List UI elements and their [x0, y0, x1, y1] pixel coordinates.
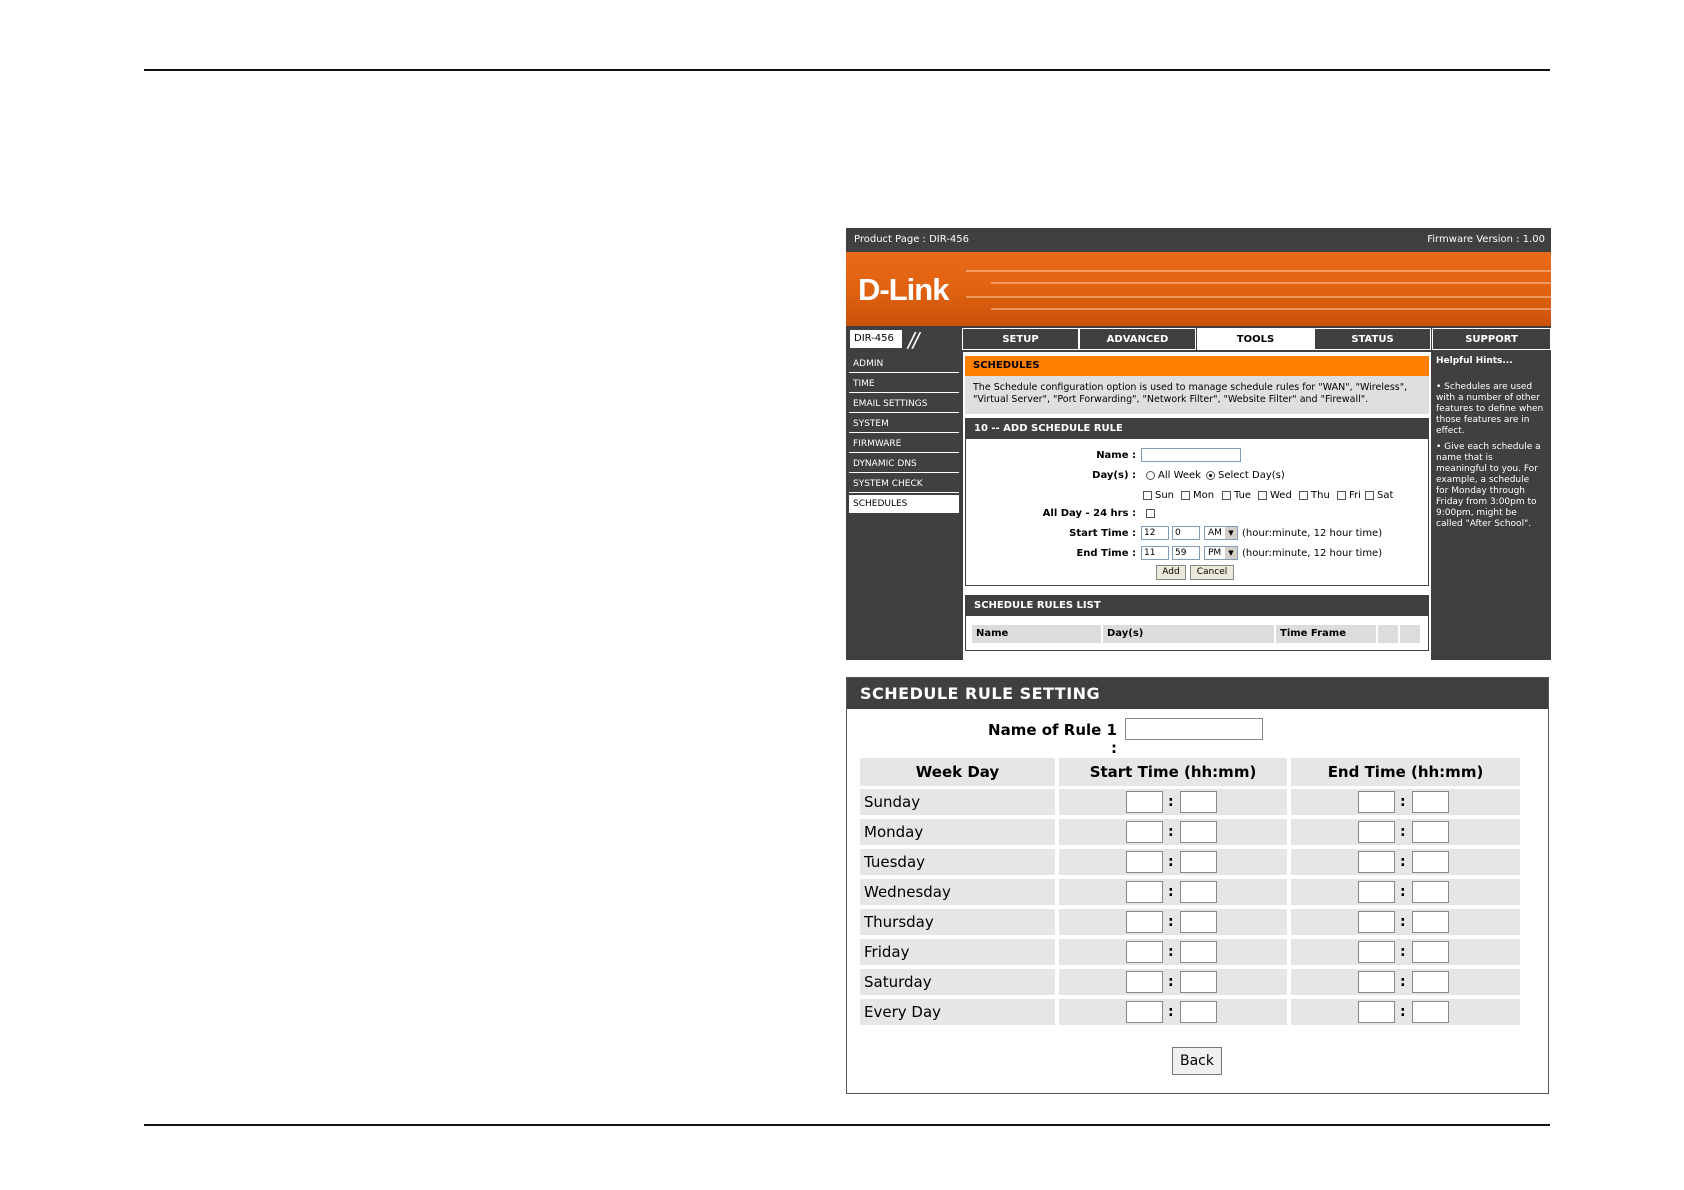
- col-time-frame: Time Frame: [1276, 625, 1376, 643]
- start-colon: :: [1168, 824, 1174, 840]
- end-hour-input[interactable]: [1358, 821, 1395, 843]
- wed-label: Wed: [1270, 490, 1292, 501]
- start-minute-input[interactable]: [1180, 851, 1217, 873]
- rule-name-label: Name of Rule 1 :: [988, 721, 1117, 757]
- day-name-saturday: Saturday: [860, 969, 1055, 995]
- tab-tools[interactable]: TOOLS: [1197, 328, 1314, 350]
- day-name-every-day: Every Day: [860, 999, 1055, 1025]
- end-time-hint: (hour:minute, 12 hour time): [1242, 548, 1383, 559]
- end-cell-friday: [1291, 939, 1520, 965]
- header-week-day: Week Day: [860, 758, 1055, 786]
- end-minute-input[interactable]: [1412, 851, 1449, 873]
- sun-checkbox[interactable]: [1143, 491, 1152, 500]
- add-schedule-rule-section: [965, 418, 1429, 586]
- day-name-sunday: Sunday: [860, 789, 1055, 815]
- name-label: Name :: [1096, 450, 1136, 461]
- top-rule: [144, 69, 1550, 71]
- day-name-thursday: Thursday: [860, 909, 1055, 935]
- cancel-button[interactable]: Cancel: [1190, 565, 1234, 580]
- day-name-monday: Monday: [860, 819, 1055, 845]
- sat-label: Sat: [1377, 490, 1394, 501]
- end-cell-thursday: [1291, 909, 1520, 935]
- schedules-section: [965, 356, 1429, 414]
- sat-checkbox[interactable]: [1365, 491, 1374, 500]
- firmware-version-text: Firmware Version : 1.00: [1427, 234, 1545, 245]
- start-minute-input[interactable]: [1180, 911, 1217, 933]
- start-hour-input[interactable]: [1126, 1001, 1163, 1023]
- main-content: [963, 352, 1431, 660]
- rules-list-header: [972, 625, 1422, 643]
- left-nav-schedules[interactable]: SCHEDULES: [849, 495, 959, 513]
- chevron-down-icon: ▼: [1225, 547, 1237, 559]
- col-edit: [1378, 625, 1398, 643]
- fri-label: Fri: [1349, 490, 1361, 501]
- start-minute-input[interactable]: [1180, 941, 1217, 963]
- router-screenshot: [846, 228, 1551, 660]
- col-name: Name: [972, 625, 1101, 643]
- start-hour-input[interactable]: [1126, 851, 1163, 873]
- thu-label: Thu: [1311, 490, 1330, 501]
- schedules-title: SCHEDULES: [965, 356, 1429, 376]
- start-minute-input[interactable]: [1180, 881, 1217, 903]
- sun-label: Sun: [1155, 490, 1175, 501]
- fri-checkbox[interactable]: [1337, 491, 1346, 500]
- end-hour-input[interactable]: [1358, 911, 1395, 933]
- end-minute-input[interactable]: [1412, 941, 1449, 963]
- end-minute-input[interactable]: [1412, 881, 1449, 903]
- start-minute-input[interactable]: [1180, 1001, 1217, 1023]
- dlink-logo: D-Link: [858, 272, 949, 307]
- end-hour-input[interactable]: [1358, 971, 1395, 993]
- tab-advanced[interactable]: ADVANCED: [1079, 328, 1196, 350]
- wed-checkbox[interactable]: [1258, 491, 1267, 500]
- end-cell-saturday: [1291, 969, 1520, 995]
- start-minute-input[interactable]: [1180, 821, 1217, 843]
- header-end-time: End Time (hh:mm): [1291, 758, 1520, 786]
- schedule-rule-setting-panel: [846, 677, 1549, 1094]
- end-colon: :: [1400, 854, 1406, 870]
- tab-support[interactable]: SUPPORT: [1432, 328, 1551, 350]
- tue-checkbox[interactable]: [1222, 491, 1231, 500]
- add-rule-title: 10 -- ADD SCHEDULE RULE: [966, 419, 1428, 439]
- end-colon: :: [1400, 884, 1406, 900]
- end-cell-sunday: [1291, 789, 1520, 815]
- rule-name-input[interactable]: [1125, 718, 1263, 740]
- col-days: Day(s): [1103, 625, 1274, 643]
- start-colon: :: [1168, 1004, 1174, 1020]
- start-minute-input[interactable]: [1180, 971, 1217, 993]
- schedule-rules-list-section: [965, 595, 1429, 651]
- desc-line-2: "Virtual Server", "Port Forwarding", "Network Filter", "Website Filter" and "Firewall".: [973, 394, 1369, 405]
- end-cell-monday: [1291, 819, 1520, 845]
- select-days-label: Select Day(s): [1218, 470, 1285, 481]
- end-ampm-value: PM: [1208, 548, 1222, 558]
- mon-label: Mon: [1193, 490, 1215, 501]
- end-minute-input[interactable]: 59: [1172, 546, 1200, 560]
- banner: [846, 252, 1551, 326]
- start-time-label: Start Time :: [1069, 528, 1136, 539]
- left-nav-system-check[interactable]: SYSTEM CHECK: [849, 475, 959, 493]
- start-time-hint: (hour:minute, 12 hour time): [1242, 528, 1383, 539]
- end-minute-input[interactable]: [1412, 1001, 1449, 1023]
- end-hour-input[interactable]: [1358, 851, 1395, 873]
- schedule-table: [860, 758, 1520, 1030]
- day-name-tuesday: Tuesday: [860, 849, 1055, 875]
- day-name-wednesday: Wednesday: [860, 879, 1055, 905]
- start-cell-tuesday: [1059, 849, 1287, 875]
- start-hour-input[interactable]: [1126, 821, 1163, 843]
- hint-1: • Schedules are used with a number of other features to define when those features are in effect.: [1436, 382, 1544, 436]
- end-colon: :: [1400, 824, 1406, 840]
- start-hour-input[interactable]: 12: [1141, 526, 1169, 540]
- end-minute-input[interactable]: [1412, 791, 1449, 813]
- start-colon: :: [1168, 854, 1174, 870]
- start-cell-sunday: [1059, 789, 1287, 815]
- left-nav-email-settings[interactable]: EMAIL SETTINGS: [849, 395, 959, 413]
- start-cell-every-day: [1059, 999, 1287, 1025]
- end-minute-input[interactable]: [1412, 971, 1449, 993]
- all-day-checkbox[interactable]: [1146, 509, 1155, 518]
- slashes-decoration: //: [908, 328, 918, 352]
- add-button[interactable]: Add: [1156, 565, 1186, 580]
- start-hour-input[interactable]: [1126, 881, 1163, 903]
- end-minute-input[interactable]: [1412, 911, 1449, 933]
- start-minute-input[interactable]: [1180, 791, 1217, 813]
- col-delete: [1400, 625, 1420, 643]
- schedule-rule-setting-title: SCHEDULE RULE SETTING: [847, 678, 1548, 709]
- left-nav-firmware[interactable]: FIRMWARE: [849, 435, 959, 453]
- product-page-text: Product Page : DIR-456: [854, 234, 969, 245]
- end-cell-wednesday: [1291, 879, 1520, 905]
- start-cell-monday: [1059, 819, 1287, 845]
- start-cell-thursday: [1059, 909, 1287, 935]
- start-hour-input[interactable]: [1126, 971, 1163, 993]
- end-hour-input[interactable]: [1358, 1001, 1395, 1023]
- back-button[interactable]: Back: [1172, 1047, 1222, 1075]
- model-label: DIR-456: [850, 330, 902, 348]
- start-colon: :: [1168, 914, 1174, 930]
- end-colon: :: [1400, 944, 1406, 960]
- start-hour-input[interactable]: [1126, 941, 1163, 963]
- thu-checkbox[interactable]: [1299, 491, 1308, 500]
- hints-title: Helpful Hints...: [1436, 356, 1513, 366]
- tab-status[interactable]: STATUS: [1314, 328, 1431, 350]
- all-week-label: All Week: [1158, 470, 1201, 481]
- end-hour-input[interactable]: [1358, 791, 1395, 813]
- chevron-down-icon: ▼: [1225, 527, 1237, 539]
- all-week-radio[interactable]: [1146, 471, 1155, 480]
- left-nav-system[interactable]: SYSTEM: [849, 415, 959, 433]
- bottom-rule: [144, 1124, 1550, 1126]
- end-colon: :: [1400, 914, 1406, 930]
- desc-line-1: The Schedule configuration option is used to manage schedule rules for "WAN", "Wireless",: [973, 382, 1408, 393]
- end-minute-input[interactable]: [1412, 821, 1449, 843]
- start-cell-saturday: [1059, 969, 1287, 995]
- rules-list-title: SCHEDULE RULES LIST: [966, 596, 1428, 616]
- end-cell-tuesday: [1291, 849, 1520, 875]
- start-hour-input[interactable]: [1126, 791, 1163, 813]
- tab-setup[interactable]: SETUP: [962, 328, 1079, 350]
- end-time-label: End Time :: [1076, 548, 1136, 559]
- tue-label: Tue: [1234, 490, 1252, 501]
- schedules-description: [965, 376, 1429, 414]
- start-cell-friday: [1059, 939, 1287, 965]
- end-cell-every-day: [1291, 999, 1520, 1025]
- start-colon: :: [1168, 884, 1174, 900]
- start-cell-wednesday: [1059, 879, 1287, 905]
- hint-2: • Give each schedule a name that is meaningful to you. For example, a schedule for Monday through Friday from 3:00pm to 9:00pm, might be called "After School".: [1436, 442, 1541, 529]
- end-colon: :: [1400, 974, 1406, 990]
- end-colon: :: [1400, 794, 1406, 810]
- start-colon: :: [1168, 944, 1174, 960]
- left-nav-dynamic-dns[interactable]: DYNAMIC DNS: [849, 455, 959, 473]
- left-nav-time[interactable]: TIME: [849, 375, 959, 393]
- start-ampm-value: AM: [1208, 528, 1222, 538]
- day-name-friday: Friday: [860, 939, 1055, 965]
- top-bar: [846, 228, 1551, 252]
- end-colon: :: [1400, 1004, 1406, 1020]
- start-minute-input[interactable]: 0: [1172, 526, 1200, 540]
- start-ampm-select[interactable]: [1204, 526, 1238, 540]
- end-ampm-select[interactable]: [1204, 546, 1238, 560]
- left-nav-admin[interactable]: ADMIN: [849, 355, 959, 373]
- days-label: Day(s) :: [1092, 470, 1136, 481]
- select-days-radio[interactable]: [1206, 471, 1215, 480]
- helpful-hints-panel: [1433, 352, 1551, 660]
- end-hour-input[interactable]: 11: [1141, 546, 1169, 560]
- end-hour-input[interactable]: [1358, 941, 1395, 963]
- mon-checkbox[interactable]: [1181, 491, 1190, 500]
- start-hour-input[interactable]: [1126, 911, 1163, 933]
- start-colon: :: [1168, 794, 1174, 810]
- main-nav: [846, 326, 1551, 352]
- end-hour-input[interactable]: [1358, 881, 1395, 903]
- start-colon: :: [1168, 974, 1174, 990]
- all-day-label: All Day - 24 hrs :: [1042, 508, 1136, 519]
- left-nav: [846, 352, 960, 660]
- name-input[interactable]: [1141, 448, 1241, 462]
- header-start-time: Start Time (hh:mm): [1059, 758, 1287, 786]
